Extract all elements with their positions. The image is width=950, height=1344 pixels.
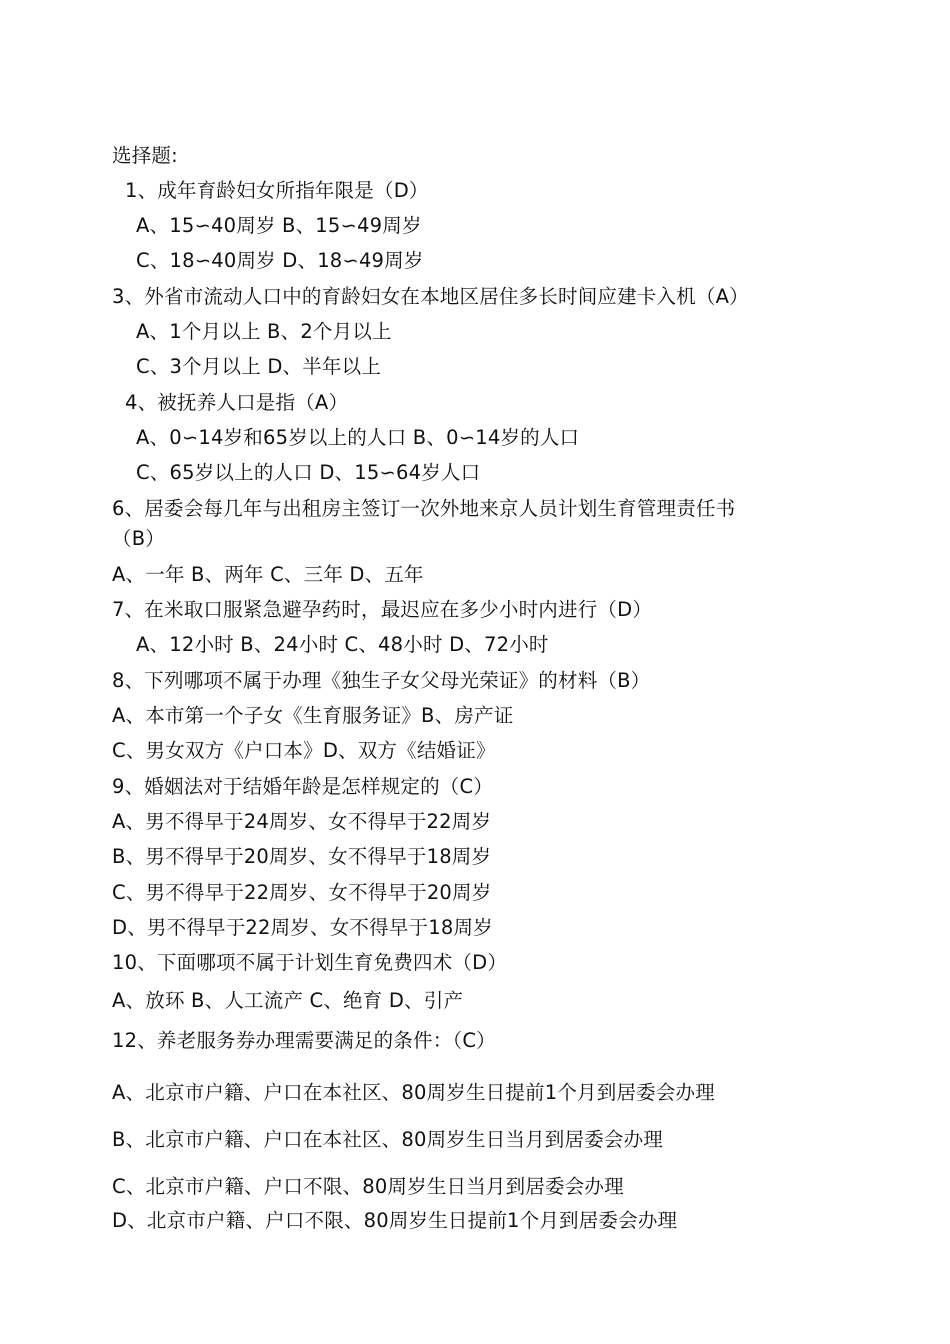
question-9-option-d: D、男不得早于22周岁、女不得早于18周岁 [112,916,493,939]
question-12-option-b: B、北京市户籍、户口在本社区、80周岁生日当月到居委会办理 [112,1128,663,1151]
question-10: 10、下面哪项不属于计划生育免费四术（D） [112,951,508,974]
question-3-options-cd: C、3个月以上 D、半年以上 [136,355,382,378]
question-1-options-ab: A、15∽40周岁 B、15∽49周岁 [136,214,422,237]
question-12-option-c: C、北京市户籍、户口不限、80周岁生日当月到居委会办理 [112,1175,624,1198]
question-4-options-cd: C、65岁以上的人口 D、15∽64岁人口 [136,461,481,484]
section-heading: 选择题: [112,144,178,167]
question-9-option-a: A、男不得早于24周岁、女不得早于22周岁 [112,810,492,833]
question-1: 1、成年育龄妇女所指年限是（D） [125,179,429,202]
question-4: 4、被抚养人口是指（A） [125,391,349,414]
question-6-options: A、一年 B、两年 C、三年 D、五年 [112,563,424,586]
question-3-options-ab: A、1个月以上 B、2个月以上 [136,320,392,343]
question-7: 7、在米取口服紧急避孕药时，最迟应在多少小时内进行（D） [112,598,653,621]
question-9: 9、婚姻法对于结婚年龄是怎样规定的（C） [112,775,494,798]
question-12-option-d: D、北京市户籍、户口不限、80周岁生日提前1个月到居委会办理 [112,1209,678,1232]
question-8-options-cd: C、男女双方《户口本》D、双方《结婚证》 [112,739,496,762]
question-6: 6、居委会每几年与出租房主签订一次外地来京人员计划生育管理责任书 [112,497,736,520]
question-9-option-c: C、男不得早于22周岁、女不得早于20周岁 [112,881,492,904]
question-8-options-ab: A、本市第一个子女《生育服务证》B、房产证 [112,704,514,727]
question-12: 12、养老服务券办理需要满足的条件：（C） [112,1029,496,1052]
question-4-options-ab: A、0∽14岁和65岁以上的人口 B、0∽14岁的人口 [136,426,580,449]
question-6-answer: （B） [112,527,165,550]
question-7-options: A、12小时 B、24小时 C、48小时 D、72小时 [136,633,549,656]
question-9-option-b: B、男不得早于20周岁、女不得早于18周岁 [112,845,492,868]
question-10-options: A、放环 B、人工流产 C、绝育 D、引产 [112,989,464,1012]
question-8: 8、下列哪项不属于办理《独生子女父母光荣证》的材料（B） [112,669,651,692]
question-12-option-a: A、北京市户籍、户口在本社区、80周岁生日提前1个月到居委会办理 [112,1081,715,1104]
question-3: 3、外省市流动人口中的育龄妇女在本地区居住多长时间应建卡入机（A） [112,285,749,308]
question-1-options-cd: C、18∽40周岁 D、18∽49周岁 [136,249,424,272]
